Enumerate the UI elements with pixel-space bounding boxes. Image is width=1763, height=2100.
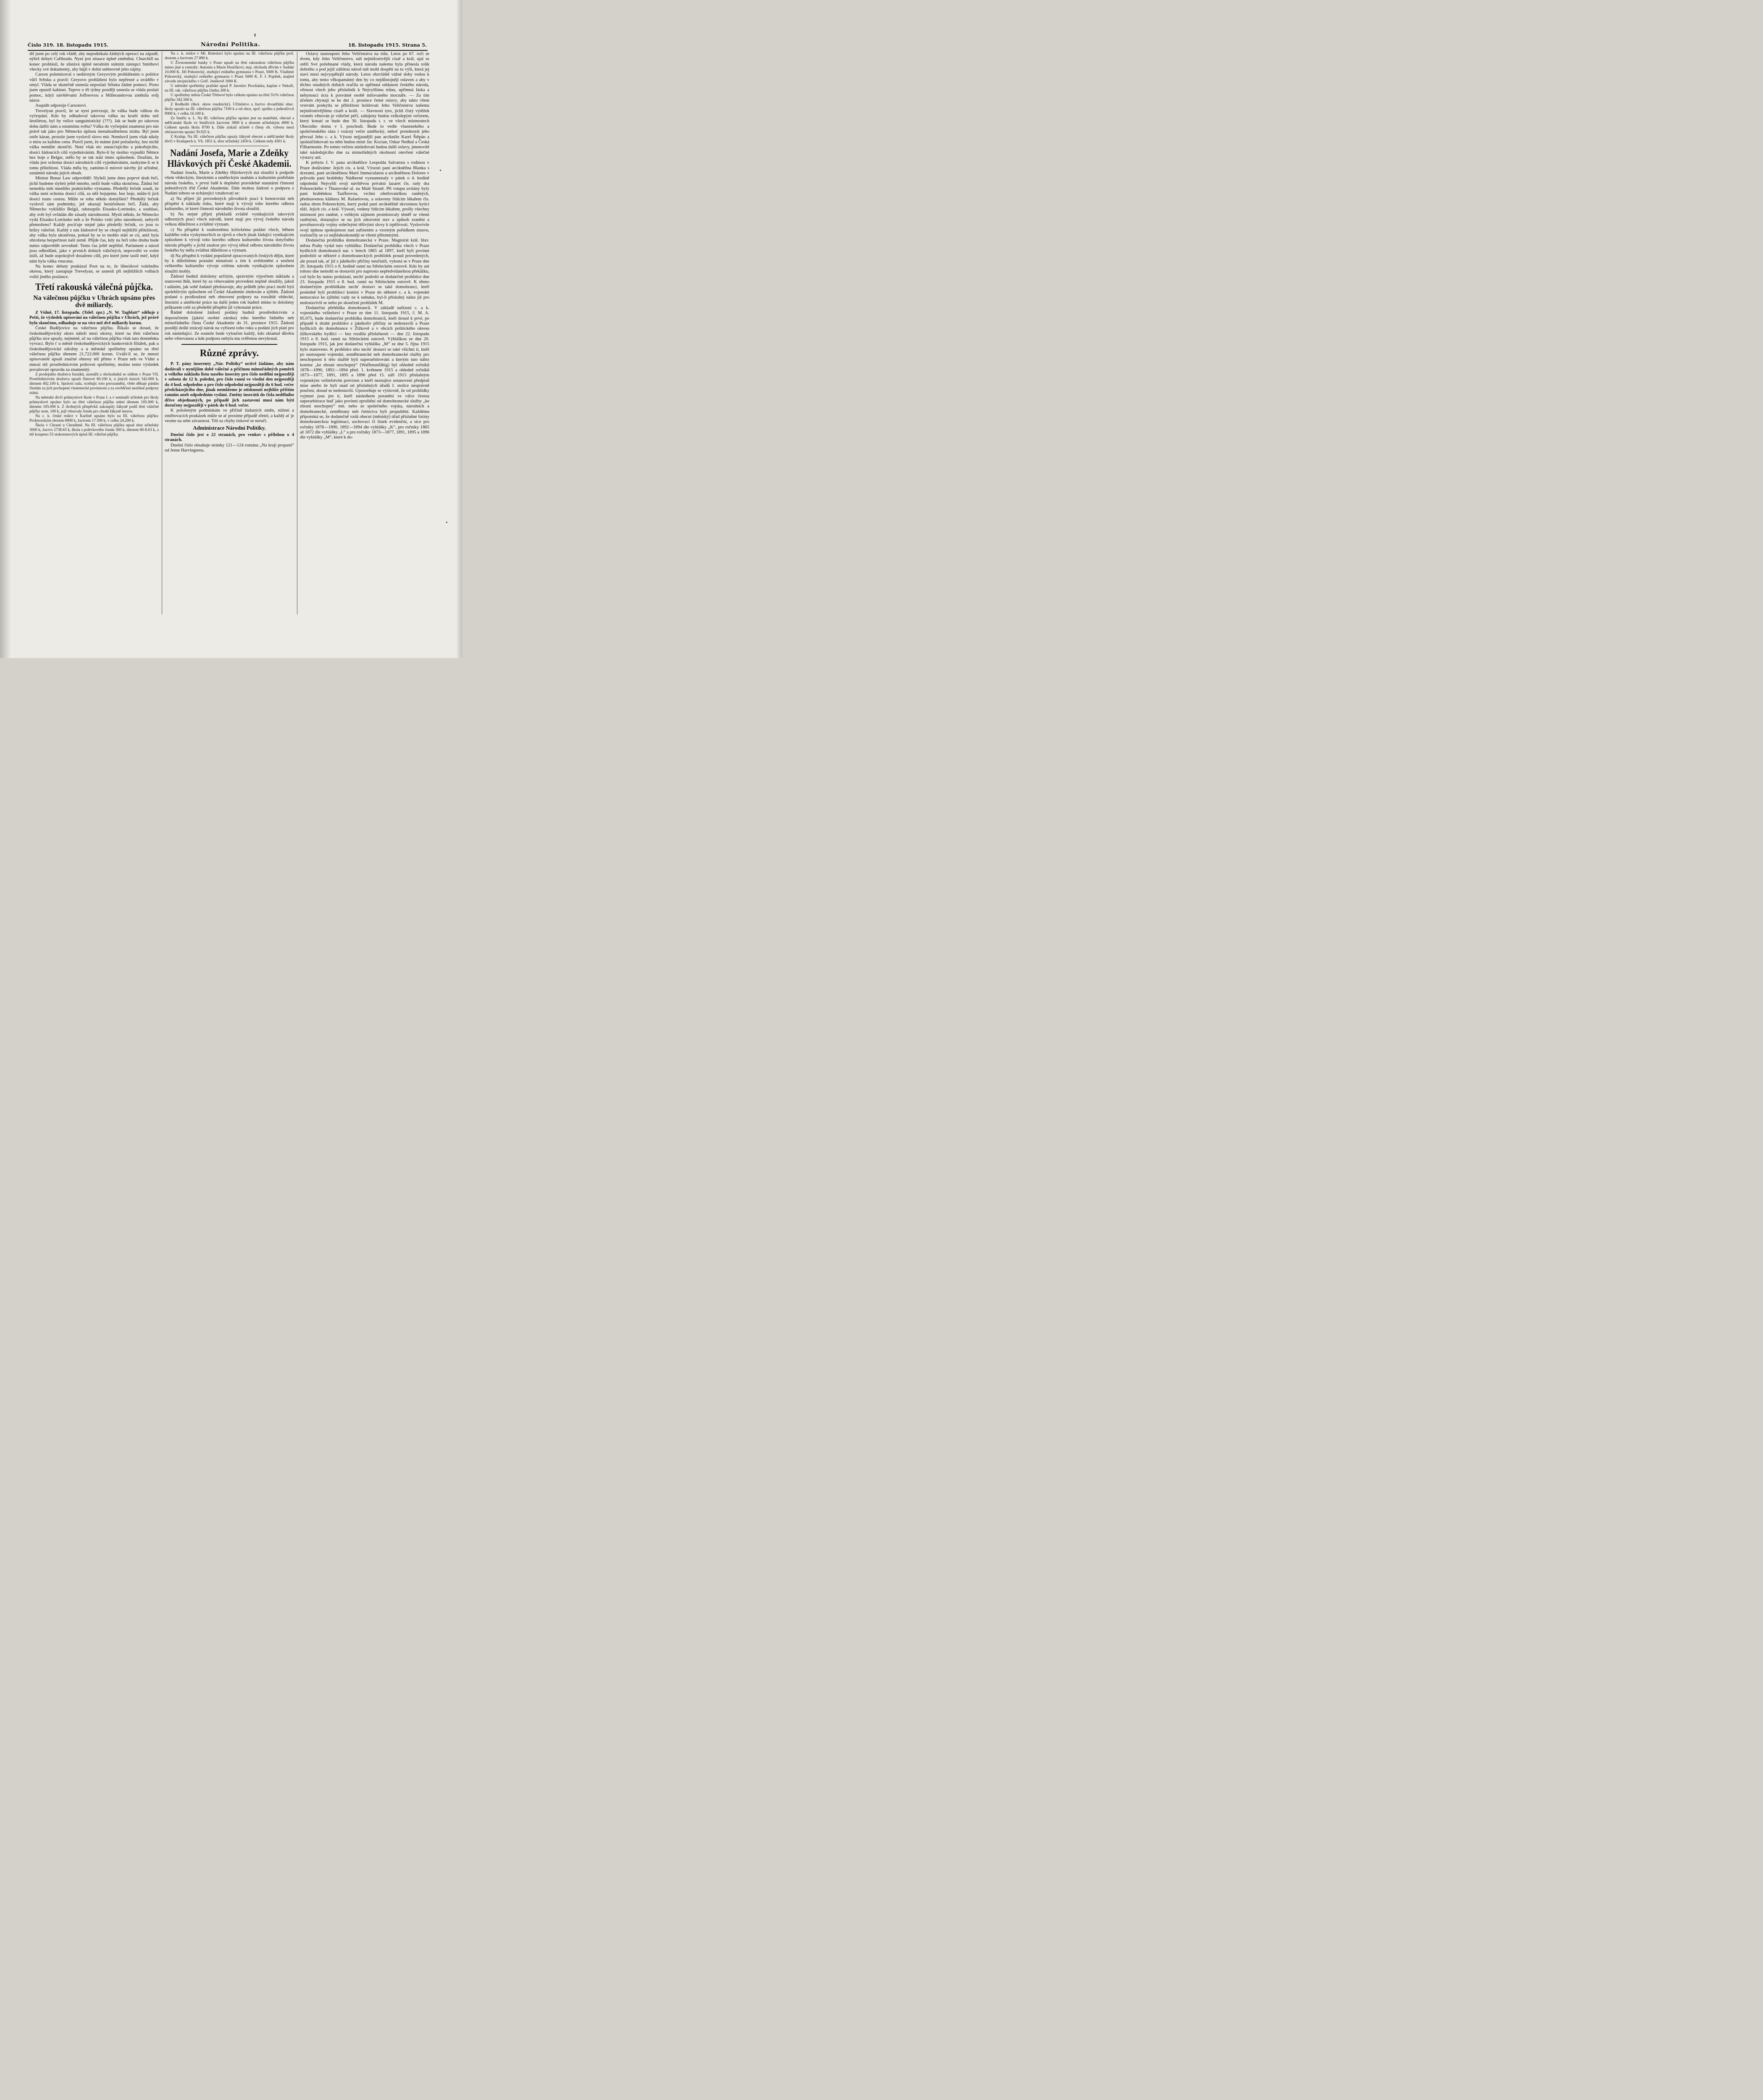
paragraph: Oslavy nastoupení Jeho Veličenstva na trůn. Letos po 67. roči se dvem, kdy Jeho Veličenstvo, náš nejmilostivější císař a král, ujal se otěží Své požehnané vlády, která národu našemu byla přinesla tolik dobrého a pod jejíž záštitou národ náš mohl dospěti na tu výši, která jej staví mezi nejvyspělejší národy. Letos obzvláště vážné doby vedou k tomu, aby tento věkopamátný den by co nejdůstojněji oslaven a aby v těchto osudných dobách zračila se upřímná oddanost českého národa, věrnost všech jeho příslušník k Nejvyššímu trůnu, upřímná láska a nehynoucí úcta k posvátné osobě milovaného mocnáře. — Za tím účelem chystají se ke dni 2. prosince četné oslavy, aby takto všem vrstvám poskytla se příležitost holdovati Jeho Veličenstvu našemu nejmilostivějšímu císaři a králi. — Slavností tyto, jichž čistý výtěžek vesměs věnován je válečné péči, zahájeny budou velkolepým večerem, který konati se bude dne 30. listopadu t. r. ve všech místnostech Obecního domu v I. poschodí. Bude to vedle vlastenekého a společenského rázu i vzácný večer umělecký, neboť protektorát jeho převzal Jeho c. a k. Výsost nejjasnější pan arcikníže Karel Štěpán a spoluúčinkovati na něm budou mistr Jar. Kocian, Oskar Nedbal a Česká Filharmonie. Po tomto večeru následovati budou další oslavy, jmenovitě také následujícího dne za mimořádných okolností otevření válečné výstavy atd. <box>300 52 429 160</box>
paragraph: Ministr Bonar Law odpověděl: Slyšeli jsme dnes poprvé druh řeči, jichž budeme slyšeti ještě mnoho, nežli bude válka skončena. Žádná řeč nemohla míti menšího praktického významu. Předešlý řečník soudí, že válka není ochotna dosíci cílů, za něž bojujeme, bez boje, může-li jich dosíci touto cestou. Může se tohu někdo domýšleti? Předešlý řečník vyslovil sám podmínky, jež ukazují bezúčelnost řeči. Žádá, aby Německo vyklidilo Belgii, odstoupilo Elsasko-Lotrinsko, a souhlasí, aby svět byl ovládán dle zásady národnostní. Myslí někdo, že Německo vydá Elsasko-Lotrinsko neb a že Polsko vrátí jeho národnosti, nebyvši přemoženo? Každý pociťuje stejně jako předešlý řečník, co jsou to hrůzy válečné. Každý z nás žádostivě by se chopil nejbližší příležitosti, aby válka byla ukončena, pokud by se to mohlo státi se cti, aniž byla ohrožena bezpečnost naší země. Přijde čas, kdy na řeči toho druhu bude nutno odpovědět zevrubně. Tento čas ještě nepřišel. Parlament a národ jsou odhodláni, jako v prvních dobách válečných, nepovoliti ve svém úsilí, až bude uspokojivě dosaženo cílů, pro které jsme tasili meč, když nám byla válka vnucena. <box>29 176 159 264</box>
headline-various-news: Různé zprávy. <box>200 348 259 359</box>
paragraph: České Budějovice na válečnou půjčku. Říkalo se dosud, že českobudějovický okres náleží mezi okresy, které na třetí válečnou půjčku sice upsaly, nejméně, ač na válečnou půjčku však tuto domněnku vyvrací. Bylo ť u městě českobudějovických bankovních filiálek, pak u českobudějovické záložny a u městské spořitelny upsáno na třetí válečnou půjčku úhrnem 21,722.000 korun. Uváží-li se, že mnozí upisovatelé upsali značné obnosy též přímo v Praze neb ve Vídni a mnozí též prostřednictvím poštovní spořitelny, možno tento výsledek považovati opravdu za znamenitý. <box>29 326 159 372</box>
paragraph: Žádosti budtež doloženy určitým, správným výpočtem nákladu a stanovení lhůt, které by za věnovaném provedení neplně sloužily, jakož i udáním, jak sobě žadatel představuje, aby průběh jeho prací mohl býti spolehlivým způsobem od České Akademie sledován a zjištěn. Žádosti podané o prodloužení neb obnovení podpory na rozsáhlé vědecké, literární a umělecké práce na další jeden rok budtež mimo to doloženy průkazem celé za předešlé přispění již vykonané práce. <box>165 274 294 310</box>
paragraph: Dodatečná prohlídka domobranecká v Praze. Magistrát král. hlav. města Prahy vydal tuto vyhlášku: Dodatečná prohlídka všech v Praze bydlících domobranců nar. v letech 1865 až 1897, kteří byli povinni podrobiti se některé z domobraneckých prohlídek posud provedených, ale posud tak, ať již z jakékoliv příčiny neučinili, vykoná se v Praze dne 20. listopadu 1915 o 8. hodině ranní na Střeleckém ostrově. Kdo by ani tohoto dne nemohl se dostaviti pro naprosto nepředvídatelnou překážku, což bylo by nutno prokázati, nechť podrobí se dodatečné prohlídce dne 23. listopadu 1915 o 8. hod. ranní na Střeleckém ostrově. K těmto dodatečným prohlídkám nechť dostaví se také domobranci, kteří posledně byli prohlížecí komisí v Praze do některé c. a k. vojenské nemocnice ke zjištění vady ne k nehuku, byl-li příslušný nález již pro nedostavivší se nebo po skončení prohlídek M. <box>300 238 429 305</box>
header-masthead: Národní Politika. <box>201 42 260 48</box>
headline-war-loan: Třetí rakouská válečná půjčka. <box>35 281 153 293</box>
paragraph: Z Kralup. Na III. válečnou půjčku upsaly žákyně obecné a měšťanské školy dívčí v Kralupech n. Vlt. 1851 k, sbor učitelský 2450 k. Celkem tedy 4301 k. <box>165 135 294 144</box>
paragraph: U městské spořitelny pražské upsal P. Jaroslav Procházka, kaplan v Nekoři, na III. rak. válečnou půjčku částku 200 k. <box>165 84 294 93</box>
header-date-page: 18. listopadu 1915. Strana 5. <box>348 42 427 48</box>
scan-speck <box>440 170 441 171</box>
paragraph: U spořitelny města České Třebové bylo celkem upsáno na třetí 5½% válečnou půjčku 342.500 k. <box>165 93 294 102</box>
section-rule <box>181 344 277 345</box>
paragraph: c) Na přispění k souborněmu kritickému podání všech, během každého roku vyskytnuvších se zjevů u všech jinak žádající vynikajícím způsobem k vývoji toho kterého odboru kulturního života dotyčného národa přispěly a jichž znalost pro vývoj téhož odboru národního života českého by měla zvláštní důležitost a význam. <box>165 227 294 253</box>
scan-right-edge <box>456 0 462 658</box>
paragraph: U Živnostenské banky v Praze upsali na třetí rakouskou válečnou půjčku mimo jiné u centrály: Antonín a Marie Hončíkovi, maj. obchodu dřívím v Sadské 10.000 K. Jiří Pohorecký, studující reálného gymnasia v Praze, 5000 K. Vladimír Pohorecký, studující reálného gymnasia v Praze 5000 K. F. J. Popílek, majitel závodu strojnického v Golč. Jeníkově 1000 K. <box>165 61 294 84</box>
paragraph: Dnešní číslo jest o 22 stranách, pro venkov s přílohou o 4 stranách. <box>165 432 294 443</box>
paragraph: K položeným podmínkám ve příčině žádaných změn, stižení a zmiřtovacích poukázek může se ať prosíme případě zřetel, a každý ať je vezme na sebe závaznost. Též za chyby tiskové se neručí. <box>165 408 294 424</box>
paragraph: Na městské dívčí průmyslové škole v Praze I. a v semináři učitelek pro školy průmyslové upsáno bylo na třetí válečnou půjčku státní úhrnem 105.000 k, úhrnem 105.000 k. Z drobných příspěvků zakoupily žákyně podíl třetí válečné půjčky nom. 100 k, jejž věnovaly fondu pro chudé žákyně ústavu. <box>29 396 159 414</box>
paragraph: P. T. pány inserenty „Nár. Politiky“ uctivě žádáme, aby nám dodávali v nynějším době válečné a příčinou mimořádných poměrů a velkého nákladu listu nasého inseráty pro číslo nedělní nejpozději v sobotu do 12 h. polední, pro číslo ranní ve všední den nejpozději do 4 hod. odpoledne a pro číslo odpolední nejpozději do 6 hod. večer předcházejícího dne, jinak nemůžeme je otisknouti nejblíže příštím ranním aneb odpoledním vydání. Změny inserátů do čísla nedělního dříve objednaných, po případě jich zastavení musí nám býti doručeny nejpozději v pátek do 6 hod. večer. <box>165 362 294 408</box>
paragraph: Řádně doložené žádosti podány budtež prostřednictvím a doporučením (jakési osobní záruku) toho kterého řádného neb mimořádného člena České Akademie do 31. prosince 1915. Žádosti později došlé ztrácejí nárok na vyřízení toho roku a podání jich platí pro rok následující. Ze souteže bude vyloučen každý, kdo zkiamal důvěru nebo věnovanou a kde podpora nebyla mu svěřenou nevykonal. <box>165 310 294 341</box>
paragraph: b) Na stejné přijetí překladů zvláště vynikajících takových odborných prací všech národů, které mají pro vývoj českého národa velkou důležitost a zvláštní význam. <box>165 212 294 227</box>
paragraph: Nadání Josefa, Marie a Zdeňky Hlávkových má sloužiti k podpoře všem vědeckým, literárním a uměleckým snahám a kulturním potřebám národa českého, v první řadě k doplnění pravidelné statutární činnosti jednotlivých tříd České Akademie. Dále mohou žádosti o podporu z Nadání tohoto se ucházející vztahovati se: <box>165 171 294 196</box>
subheadline-war-loan: Na válečnou půjčku v Uhrách upsáno přes dvě miliardy. <box>33 294 155 309</box>
paragraph: Z prodejního družstva řezníků, uzenářů a obchodníků se sídlem v Praze VII. Prostřednictvím družstva upsali členové 60.100 k, u jiných ústavů 342.000 k, úhrnem 402.100 k. Správní rada, oceňujíc toto porozumění, vřele děkuje pánům členům za jich pochopení vlastenecké povinnosti a za osvědčení nezištné podpory státní. <box>29 373 159 396</box>
column-3 <box>300 52 429 441</box>
column-2 <box>165 52 294 453</box>
paragraph: Z Vídně, 17. listopadu. (Telef. zpr.) „N. W. Tagblatt“ sděluje z Pešti, že výsledek upisování na válečnou půjčku v Uhrách, jež právě bylo skončeno, odhaduje se na více než dvě miliardy korun. <box>29 310 159 326</box>
scan-speck <box>446 522 447 523</box>
scan-left-edge <box>0 0 11 658</box>
paragraph: Ze Smiřic n. L. Na III. válečnou půjčku upsáno jest na mateřské, obecné a měšťanské škole ve Smiřicích žactvem 3800 k a sborem učitelským 4900 k. Celkem upsala škola 8700 k. Dále získali učitelé s členy ob. výboru mezi občanstvem upsání 30.925 k. <box>165 116 294 134</box>
paragraph: Z Rodhošti (škol. okres roudnický). Učitelstvo a žactvo dvoutřídní obec. školy upsalo na III. válečnou půjčku 7100 k a od obce, spoř. spolku a jednotlivců 9000 k, v celku 16.100 k. <box>165 102 294 116</box>
paragraph: Carson polemisoval s nedávným Greyovým prohlášením o politice vůči Srbsku a pravil: Greyovo prohlášení bylo nepřesné a uvádělo v omyl. Vláda se skutečně usnesla neposlati Srbsku žádné pomoci. Proto jsem opustil kabinet. Teprve o tři týdny později usnesla se vláda poslati pomoc, když návštěvami Joffreovou a Millerandovou změnila svůj názor. <box>29 72 159 103</box>
paragraph: d) Na přispění k vydání populárně zpracovaných českých dějin, které by k důležitému poznání minulosti a tím k uvědomění a sesílení veškerého kulturního vývoje celému národu vynikajícím způsobem sloužiti mohly. <box>165 253 294 274</box>
page-header <box>28 42 427 50</box>
paragraph: Na c. k. reálce v Ml. Boleslavi bylo upsáno na III. válečnou půjčku prof. sborem a žactvem 27.890 k. <box>165 52 294 60</box>
paragraph: Asquith odporuje Carsonovi. <box>35 103 87 108</box>
headline-hlavka-foundation: Nadání Josefa, Marie a Zdeňky Hlávkových při České Akademii. <box>167 147 292 169</box>
paragraph: Trevelyan pravil, že se nyní potvrzuje, že válka bude válkou do vyčerpání. Kdo by odhadoval takovou válku na kratší dobu než šestiletou, byl by velice sanguinistický (???). Jak se bude po takovou dobu dařiti nám a ostatnímu světu? Válka do vyčerpání znamená pro nás právě tak jako pro Německo úplnou menahraditelnou ztrátu. Byl jsem ostře káran, protože jsem vyslovil slovo mír. Nemluvil jsem však nikdy o míru za každou cenu. Pravil jsem, že máme jisté požadavky, bez nichž válka nemůže skončiti. Není však nic zneucťujícího a pokořujícího, dosíci žádoucích cílů vyjednáváním. Bylo-li by možno vypuditi Němce bez boje z Belgie, mělo by se tak státi tímto způsobem. Doufám, že vláda jest ochotna dosíci národních cílů vyjednáváním, naskytne-li se k tomu příležitost. Vláda měla by, zamítne-li mírové návrhy již učiněné, oznámiti národu jejich obsah. <box>29 108 159 176</box>
header-issue: Číslo 319. 18. listopadu 1915. <box>28 42 109 48</box>
paragraph: dil jsem po celý rok vládě, aby nepodnikala žádných operací na západě, nýbrž dobytí Cařihradu. Nyní jest situace úplně změněná. Churchill na konec prohlásil, že zůstává úplně neralním státním zástupcí Smithoví všecky své dokumenty, aby hájil v dolní sněmovně jeho zájmy. <box>29 52 159 72</box>
paragraph: Na c. k. české reálce v Karlíně upsáno bylo na III. válečnou půjčku: Profesorským sborem 6900 k, žactvem 17.300 k, v celku 24.200 k. <box>29 414 159 423</box>
column-1 <box>29 52 159 437</box>
paragraph: Škola v Chrasti u Chrudimě. Na III. válečnou půjčku upsal sbor učitelský 3000 k, žactvo 2738.63 k, škola s polévkového fondu 300 k, úhrnem 80-8.63 k, a též koupeno 53 stokorunových úpisů III. válečné půjčky. <box>29 423 159 437</box>
paragraph: Na konec debaty poukázal Poot na to, že liberálové volebního okresu, který zastupuje Trevelyan, se usnesli při nejbližších volbách voliti jiného poslance. <box>29 264 159 279</box>
paragraph: Dodatečná přehlídka domobranců. V základě nařízení c. a k. vojenského velitelství v Praze ze dne 11. listopadu 1915, č. M. A. 85.075, bude dodatečná prohlídka domobranců, kteří dosud k prvé, po případě k druhé prohlídce z jakékoliv příčiny se nedostavili a Praze bydlících do domobrance v Žižkově a v obcích politického okresu žižkovského bydlící — bez rozdílu příslušnosti — dne 22. listopadu 1915 o 8. hod. ranní na Střeleckém ostrově. Výhláškou ze dne 20. listopadu 1915, jak jest dodatečná vyhláška „M“ ze dne 5. října 1915 bylo stanoveno. K prohlídce této nechť dostaví se také všichni ti, kteří po nastoupení vojenské, zeměbranecké neb domobranecké služby pro neschopnost k této službě byli superarbitrováni a kterým tuto nález komise „ke zbrani neschopný“ (Waffenunfähig) byl ohledně ročníků 1878—1890, 1892—1894 před. 1. květnem 1915 a ohledně ročníků 1873—1877, 1891, 1895 a 1896 před 15. září 1915 příslušným vojenským velitelstvím potvrzen a kteří neznajíce ustanovení předpisů mise anebo že byli snad od příslušných úřadů I. stolice nesprávně poučeni, dosud se nedostavili. Upozorňuje se výslovně, že od prohlídky vyjmutí jsou jen ti, kteří následkem poranění ve válce čestou superarbitrace buď jako povinni zproštěni od domobranecké služby „ke zbrani neschopný“ mít. nebo ze společného vojska, národních a domobranecké, zeměbrany neb četnictva byli propuštěni. Každému připomíná se, že dodatečně vzdá obecní (městský) úřad příslušné listiny domobraneckou legitimací, uschovací či listek evidenční, a sice pro ročníky 1878—1890, 1892—1894 dle vyhlášky „K“, pro ročníky 1865 až 1872 dle vyhlášky „L“ a pro ročníky 1873—1877, 1891, 1895 a 1896 dle vyhlášky „M“, které k do- <box>300 305 429 440</box>
paragraph: K pobytu J. V. pana arcikněžice Leopolda Salvatora s rodinou v Praze dodáváme: Jejich cís. a král. Výsosti paní arcikněžna Blanka s dcerami, paní arcikněžnou Marií Immaculatou a arcikněžnou Dolores v průvodu paní hraběnky Nádherné vyznamenaly v pátek o 4. hodině odpolední Nejvyšší svojí návštěvou privátní lazaret čís. rady dra Pohoreckého v Thunovské ul. na Malé Straně. Při vstupu uvítány byly paní hraběnkou Taaffeovou, vrchní ošetřovatelkou raněných, představenou kláštera M. Rafaelovou, a oslaveny řídícím lékařem čís. radou drem Pohoreckým, který podal paní arcikněžně skvostnou kytici růží. Jejich cís. a král. Výsosti, vedeny řídícím lékařem, prošly všechny místnosti pro raněné, s velikým zájmem promlouvaly téměř se všemi raněnými, dotazujíce se na jich zdravotní stav a způsob zranění a povzbuzovaly vojíny srdečnými těšivými slovy k trpělivosti. Vyslovivše svojí úplnou spokojenost nad zařízením a vzorným pořádkem ústavu, rozloučily se co nejblahoskonněji se všemi přítomnými. <box>300 160 429 238</box>
paragraph: a) Na přijetí již provedených původních prací k honorování neb přispění k nákladu tisku, které mají k vývoji toho kterého odboru kulturního, té které činnosti národního života sloužiti. <box>165 196 294 212</box>
paragraph: Dnešní číslo obsahuje stránky 121—124 románu „Na kraji propasti“ od Jense Harvingsena. <box>165 443 294 453</box>
newspaper-page <box>0 0 462 658</box>
administration-signature: Administrace Národní Politiky. <box>193 425 266 431</box>
header-rule <box>28 50 428 51</box>
